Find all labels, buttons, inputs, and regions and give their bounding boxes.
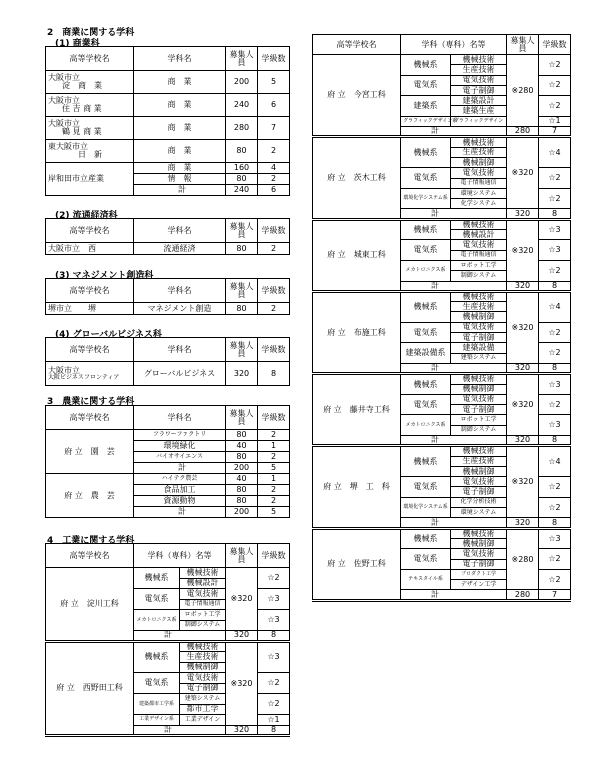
total-capacity: 280 — [507, 127, 539, 137]
capacity: ※320 — [226, 568, 258, 631]
table-row — [46, 94, 290, 117]
section-2-2-heading: (2) 流通経済科 — [55, 211, 118, 221]
capacity: ※320 — [507, 137, 539, 209]
school-name: 府 立 佐野工科 — [313, 528, 401, 600]
capacity: 80 — [226, 485, 258, 496]
total-capacity: 320 — [507, 518, 539, 528]
course-item: 機械技術 — [451, 219, 507, 229]
course-group: 機械系 — [134, 568, 180, 589]
capacity: 80 — [226, 430, 258, 441]
school-prefix: 大阪市立 — [48, 365, 80, 375]
course-item: 工業デザイン — [180, 715, 226, 726]
total-label: 計 — [401, 435, 507, 445]
total-capacity: 280 — [507, 590, 539, 600]
dept: マネジメント創造 — [134, 303, 226, 315]
course-item: 建築システム — [451, 353, 507, 363]
course-group: 機械系 — [401, 374, 451, 395]
course-item: 機械技術 — [451, 55, 507, 65]
course-item: 生産技術 — [451, 147, 507, 157]
capacity: 240 — [226, 94, 258, 117]
course-group: メカトロニクス系 — [134, 610, 180, 631]
table-row — [46, 303, 290, 315]
capacity: 320 — [226, 362, 258, 386]
course-group: 電気系 — [401, 549, 451, 570]
school-prefix: 大阪市立 — [48, 73, 80, 82]
course-group: 電気系 — [401, 394, 451, 415]
capacity: 280 — [226, 117, 258, 140]
dept: 環境緑化 — [134, 441, 226, 452]
total-classes: 8 — [539, 518, 571, 528]
course-group: メカトロニクス系 — [401, 415, 451, 436]
total-classes: 8 — [258, 631, 290, 642]
classes: ☆3 — [258, 641, 290, 673]
col-dept: 学科名 — [134, 47, 226, 71]
col-capacity: 募集人員 — [507, 35, 539, 55]
course-item: 電子制御 — [451, 333, 507, 343]
col-classes: 学級数 — [258, 406, 290, 430]
course-item: グラフィックデザイン — [451, 116, 507, 126]
col-school: 高等学校名 — [46, 544, 134, 568]
section-2-4-heading: (4) グローバルビジネス科 — [55, 330, 162, 340]
col-classes: 学級数 — [539, 35, 571, 55]
capacity: ※320 — [507, 219, 539, 281]
total-label: 計 — [134, 725, 226, 736]
course-item: 機械制御 — [180, 662, 226, 673]
total-classes: 7 — [539, 127, 571, 137]
course-item: ロボット工学 — [180, 610, 226, 621]
course-group: グラフィックデザイン系 — [401, 116, 451, 126]
course-group: 電気系 — [401, 168, 451, 189]
course-item: プロダクト工学 — [451, 569, 507, 579]
classes: 8 — [258, 362, 290, 386]
total-label: 計 — [401, 281, 507, 291]
course-item: 電子制御 — [451, 487, 507, 497]
course-item: 生産技術 — [451, 65, 507, 75]
course-group: 環境化学システム系 — [401, 188, 451, 209]
course-item: 電気技術 — [180, 589, 226, 600]
classes: 4 — [258, 163, 290, 174]
table-row — [46, 641, 290, 652]
dept: フラワーファクトリ — [134, 430, 226, 441]
course-item: 化学分析技術 — [451, 497, 507, 507]
capacity: 200 — [226, 463, 258, 474]
classes: ☆4 — [539, 446, 571, 477]
school-name: 府 立 今宮工科 — [313, 55, 401, 137]
classes: ☆2 — [258, 673, 290, 694]
col-capacity: 募集人員 — [226, 279, 258, 303]
course-group: 機械系 — [401, 291, 451, 322]
course-item: 建築設計 — [451, 96, 507, 106]
course-item: 機械技術 — [451, 137, 507, 147]
distribution-table — [45, 218, 290, 255]
table-row — [313, 528, 571, 538]
table-row — [46, 71, 290, 94]
capacity: 80 — [226, 452, 258, 463]
course-group: 環境化学システム系 — [401, 497, 451, 518]
capacity: 80 — [226, 496, 258, 507]
classes: ☆2 — [539, 75, 571, 96]
table-row — [46, 474, 290, 485]
col-dept: 学科名 — [134, 219, 226, 243]
capacity: ※320 — [507, 291, 539, 363]
classes: ☆2 — [258, 568, 290, 589]
table-row — [46, 140, 290, 163]
total-capacity: 320 — [507, 363, 539, 373]
dept: ハイテク農芸 — [134, 474, 226, 485]
classes: 1 — [258, 474, 290, 485]
course-item: 制御システム — [451, 271, 507, 281]
col-classes: 学級数 — [258, 47, 290, 71]
col-capacity: 募集人員 — [226, 406, 258, 430]
course-item: 機械制御 — [451, 312, 507, 322]
col-school: 高等学校名 — [46, 219, 134, 243]
col-capacity: 募集人員 — [226, 544, 258, 568]
total-capacity: 320 — [507, 209, 539, 219]
classes: 2 — [258, 485, 290, 496]
total-label: 計 — [401, 590, 507, 600]
classes: ☆3 — [539, 219, 571, 240]
course-group: 建築設備系 — [401, 343, 451, 364]
table-row — [313, 137, 571, 147]
course-group: 電気系 — [401, 75, 451, 96]
col-classes: 学級数 — [258, 544, 290, 568]
col-dept: 学科（専科）名等 — [134, 544, 226, 568]
course-group: メカトロニクス系 — [401, 260, 451, 281]
course-item: 生産技術 — [451, 302, 507, 312]
course-item: 環境システム — [451, 508, 507, 518]
classes: 2 — [258, 243, 290, 255]
school-name: 大阪ビジネスフロンティア — [48, 373, 120, 381]
section-2-3-heading: (3) マネジメント創造科 — [55, 271, 154, 281]
classes: ☆3 — [539, 415, 571, 436]
course-item: 機械技術 — [451, 528, 507, 538]
course-item: 機械制御 — [451, 538, 507, 548]
table-row — [313, 219, 571, 229]
course-item: 電気技術 — [451, 394, 507, 404]
classes: ☆2 — [539, 96, 571, 117]
col-capacity: 募集人員 — [226, 219, 258, 243]
total-label: 計 — [134, 507, 226, 518]
course-item: 電気技術 — [451, 549, 507, 559]
course-item: 電気技術 — [451, 240, 507, 250]
course-item: 化学システム — [451, 199, 507, 209]
dept: 流通経済 — [134, 243, 226, 255]
classes: ☆3 — [539, 374, 571, 395]
total-classes: 7 — [539, 590, 571, 600]
capacity: 40 — [226, 441, 258, 452]
dept: 商 業 — [134, 163, 226, 174]
table-row — [46, 362, 290, 386]
col-dept: 学科（専科）名等 — [401, 35, 507, 55]
total-classes: 8 — [539, 209, 571, 219]
table-row — [313, 55, 571, 65]
school-name: 府 立 西野田工科 — [46, 641, 134, 736]
classes: 2 — [258, 303, 290, 315]
classes: 6 — [258, 94, 290, 117]
col-capacity: 募集人員 — [226, 47, 258, 71]
total-label: 計 — [134, 463, 226, 474]
course-group: 電気系 — [401, 240, 451, 261]
course-item: 都市工学 — [180, 704, 226, 715]
capacity: 160 — [226, 163, 258, 174]
course-item: 機械制御 — [451, 466, 507, 476]
classes: ☆2 — [539, 55, 571, 76]
school-name: 府 立 農 芸 — [46, 474, 134, 518]
table-row — [313, 374, 571, 384]
section-2-heading: 2 商業に関する学科 — [47, 28, 135, 38]
table-row — [46, 430, 290, 441]
dept: バイオサイエンス — [134, 452, 226, 463]
course-item: 電気技術 — [451, 477, 507, 487]
classes: 5 — [258, 463, 290, 474]
total-label: 計 — [401, 127, 507, 137]
course-item: 建築システム — [180, 694, 226, 705]
course-group: 電気系 — [134, 673, 180, 694]
section-2-1-heading: (1) 商業科 — [55, 39, 100, 49]
section-3-heading: 3 農業に関する学科 — [47, 397, 135, 407]
total-classes: 8 — [539, 281, 571, 291]
dept: 情 報 — [134, 174, 226, 185]
classes: ☆2 — [539, 477, 571, 498]
course-item: 機械設計 — [180, 578, 226, 589]
course-group: 機械系 — [401, 55, 451, 76]
classes: ☆2 — [539, 168, 571, 189]
course-item: 生産技術 — [451, 456, 507, 466]
school-name: 府 立 堺 工 科 — [313, 446, 401, 528]
school-name: 府 立 藤井寺工科 — [313, 374, 401, 446]
course-group: 建築系 — [401, 96, 451, 117]
school-prefix: 東大阪市立 — [48, 142, 88, 151]
school-name: 住 吉 商 業 — [62, 104, 102, 113]
course-item: デザイン工学 — [451, 580, 507, 590]
classes: 5 — [258, 507, 290, 518]
course-item: 機械技術 — [451, 374, 507, 384]
school-name: 鶴 見 商 業 — [62, 127, 102, 136]
capacity: ※320 — [226, 641, 258, 725]
capacity: ※320 — [507, 446, 539, 518]
school-name: 府 立 園 芸 — [46, 430, 134, 474]
school-name: 日 新 — [78, 150, 102, 159]
table-row — [46, 117, 290, 140]
course-item: 電気技術 — [451, 322, 507, 332]
dept: 商 業 — [134, 71, 226, 94]
capacity: ※320 — [507, 374, 539, 436]
school-name: 府 立 布施工科 — [313, 291, 401, 373]
col-school: 高等学校名 — [46, 338, 134, 362]
school-name: 堺市立 堺 — [46, 303, 134, 315]
course-item: 電気技術 — [451, 168, 507, 178]
commerce-table — [45, 46, 290, 196]
course-item: 電気技術 — [180, 673, 226, 684]
course-group: テキスタイル系 — [401, 569, 451, 590]
col-school: 高等学校名 — [46, 47, 134, 71]
total-label: 計 — [401, 209, 507, 219]
classes: ☆3 — [258, 610, 290, 631]
course-group: 建築都市工学系 — [134, 694, 180, 715]
course-group: 機械系 — [134, 641, 180, 673]
course-item: 電子情報通信 — [180, 599, 226, 610]
capacity: 80 — [226, 140, 258, 163]
total-classes: 8 — [258, 725, 290, 736]
col-capacity: 募集人員 — [226, 338, 258, 362]
course-group: 機械系 — [401, 446, 451, 477]
course-group: 機械系 — [401, 528, 451, 549]
course-item: 電子情報通信 — [451, 178, 507, 188]
classes: ☆2 — [258, 694, 290, 715]
school-name: 府 立 城東工科 — [313, 219, 401, 291]
course-item: 電子制御 — [180, 683, 226, 694]
classes: ☆4 — [539, 137, 571, 168]
dept: グローバルビジネス — [134, 362, 226, 386]
total-label: 計 — [401, 363, 507, 373]
classes: ☆2 — [539, 549, 571, 570]
course-item: ロボット工学 — [451, 260, 507, 270]
total-label: 計 — [401, 518, 507, 528]
table-row — [46, 163, 290, 174]
course-item: 建築生産 — [451, 106, 507, 116]
classes: ☆1 — [258, 715, 290, 726]
total-capacity: 320 — [226, 725, 258, 736]
school-name: 岸和田市立産業 — [46, 163, 134, 196]
course-group: 電気系 — [401, 477, 451, 498]
capacity: 200 — [226, 71, 258, 94]
col-classes: 学級数 — [258, 338, 290, 362]
school-name: 府 立 淀川工科 — [46, 568, 134, 642]
table-row — [313, 446, 571, 456]
industry-table-right — [312, 34, 571, 602]
course-item: 生産技術 — [180, 652, 226, 663]
total-classes: 8 — [539, 435, 571, 445]
classes: ☆4 — [539, 291, 571, 322]
total-label: 計 — [134, 631, 226, 642]
course-item: 電子制御 — [451, 85, 507, 95]
course-item: 建築設備 — [451, 343, 507, 353]
course-item: 機械技術 — [451, 446, 507, 456]
dept: 商 業 — [134, 94, 226, 117]
course-item: 電子制御 — [451, 559, 507, 569]
classes: 2 — [258, 452, 290, 463]
total-capacity: 320 — [226, 631, 258, 642]
course-item: 機械制御 — [451, 157, 507, 167]
table-row — [46, 568, 290, 579]
course-item: 環境システム — [451, 188, 507, 198]
table-row — [46, 243, 290, 255]
col-school: 高等学校名 — [46, 279, 134, 303]
course-item: 機械制御 — [451, 384, 507, 394]
classes: ☆2 — [539, 322, 571, 343]
total-label: 計 — [134, 185, 226, 196]
classes: 5 — [258, 71, 290, 94]
classes: 2 — [258, 496, 290, 507]
agriculture-table — [45, 405, 290, 518]
dept: 資源動物 — [134, 496, 226, 507]
classes: 6 — [258, 185, 290, 196]
capacity: ※280 — [507, 528, 539, 590]
classes: ☆3 — [539, 240, 571, 261]
capacity: 80 — [226, 174, 258, 185]
school-name: 府 立 茨木工科 — [313, 137, 401, 219]
course-item: 電子情報通信 — [451, 250, 507, 260]
course-group: 機械系 — [401, 219, 451, 240]
course-group: 電気系 — [134, 589, 180, 610]
classes: 2 — [258, 430, 290, 441]
col-dept: 学科名 — [134, 279, 226, 303]
col-school: 高等学校名 — [46, 406, 134, 430]
management-table — [45, 278, 290, 315]
classes: 7 — [258, 117, 290, 140]
section-4-heading: 4 工業に関する学科 — [47, 536, 135, 546]
classes: 2 — [258, 174, 290, 185]
course-group: 工業デザイン系 — [134, 715, 180, 726]
col-classes: 学級数 — [258, 279, 290, 303]
school-prefix: 大阪市立 — [48, 96, 80, 105]
dept: 食品加工 — [134, 485, 226, 496]
capacity: 80 — [226, 243, 258, 255]
course-item: 機械技術 — [451, 291, 507, 301]
col-dept: 学科名 — [134, 338, 226, 362]
classes: ☆2 — [539, 188, 571, 209]
school-name: 大阪市立 西 — [46, 243, 134, 255]
course-item: 機械技術 — [180, 641, 226, 652]
col-classes: 学級数 — [258, 219, 290, 243]
school-prefix: 大阪市立 — [48, 119, 80, 128]
col-school: 高等学校名 — [313, 35, 401, 55]
classes: ☆2 — [539, 569, 571, 590]
capacity: ※280 — [507, 55, 539, 127]
capacity: 40 — [226, 474, 258, 485]
course-item: 電気技術 — [451, 75, 507, 85]
total-capacity: 320 — [507, 281, 539, 291]
classes: 1 — [258, 441, 290, 452]
course-item: 電子制御 — [451, 405, 507, 415]
classes: ☆2 — [539, 260, 571, 281]
classes: ☆3 — [258, 589, 290, 610]
classes: ☆2 — [539, 343, 571, 364]
course-item: 制御システム — [180, 620, 226, 631]
classes: ☆3 — [539, 528, 571, 549]
course-group: 機械系 — [401, 137, 451, 168]
dept: 商 業 — [134, 140, 226, 163]
classes: ☆1 — [539, 116, 571, 126]
industry-table-left — [45, 543, 290, 737]
classes: 2 — [258, 140, 290, 163]
course-item: 機械技術 — [180, 568, 226, 579]
dept: 商 業 — [134, 117, 226, 140]
classes: ☆2 — [539, 394, 571, 415]
total-capacity: 320 — [507, 435, 539, 445]
course-item: 制御システム — [451, 425, 507, 435]
capacity: 200 — [226, 507, 258, 518]
course-item: ロボット工学 — [451, 415, 507, 425]
classes: ☆2 — [539, 497, 571, 518]
col-dept: 学科名 — [134, 406, 226, 430]
table-row — [313, 291, 571, 301]
school-name: 淀 商 業 — [62, 81, 102, 90]
capacity: 80 — [226, 303, 258, 315]
course-item: 機械設計 — [451, 230, 507, 240]
capacity: 240 — [226, 185, 258, 196]
total-classes: 8 — [539, 363, 571, 373]
global-business-table — [45, 337, 290, 386]
course-group: 電気系 — [401, 322, 451, 343]
